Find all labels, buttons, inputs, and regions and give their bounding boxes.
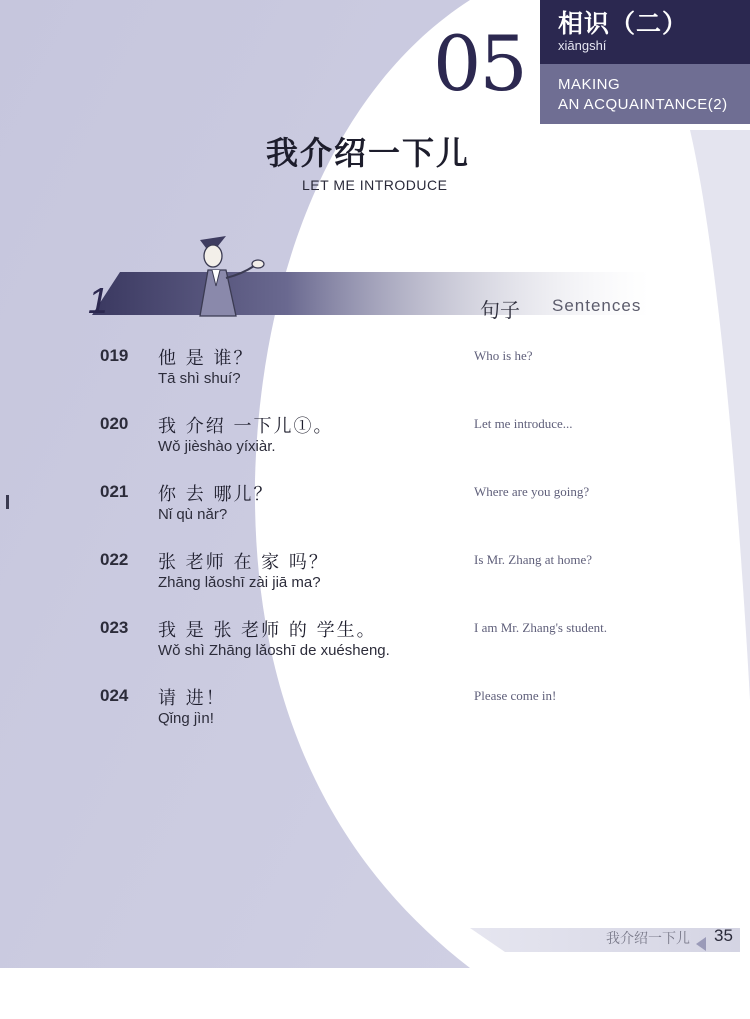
sentence-item xyxy=(0,482,750,542)
sentence-item xyxy=(0,618,750,678)
sentence-item xyxy=(0,550,750,610)
topic-tag xyxy=(540,0,750,124)
sentence-chinese: 请 进！ xyxy=(158,688,226,709)
sentence-chinese: 你 去 哪儿？ xyxy=(158,484,274,505)
footer-band xyxy=(470,928,740,952)
topic-tag-pinyin: xiāngshí xyxy=(558,38,607,53)
sentence-pinyin: Tā shì shuí? xyxy=(158,370,241,387)
sentence-item xyxy=(0,686,750,746)
running-title: 我介绍一下儿 xyxy=(606,931,690,947)
lesson-subtitle: LET ME INTRODUCE xyxy=(302,177,448,193)
section-number: 1 xyxy=(88,280,109,321)
sentence-number: 021 xyxy=(100,482,129,501)
sentence-chinese: 我 是 张 老师 的 学生。 xyxy=(158,620,377,641)
sentence-pinyin: Wǒ shì Zhāng lǎoshī de xuésheng. xyxy=(158,642,390,659)
sentence-english: Where are you going? xyxy=(474,484,590,499)
sentence-english: Who is he? xyxy=(474,348,533,363)
sentence-number: 019 xyxy=(100,346,129,365)
sentence-english: Please come in! xyxy=(474,688,557,703)
sentence-chinese: 我 介绍 一下儿①。 xyxy=(158,416,334,437)
sentence-english: Is Mr. Zhang at home? xyxy=(474,552,593,567)
topic-tag-english-line2: AN ACQUAINTANCE(2) xyxy=(558,96,728,113)
sentence-item xyxy=(0,414,750,474)
sentence-number: 020 xyxy=(100,414,129,433)
sentence-english: I am Mr. Zhang's student. xyxy=(474,620,608,635)
sentence-pinyin: Qǐng jìn! xyxy=(158,710,214,727)
sentence-number: 024 xyxy=(100,686,129,705)
lesson-number: 05 xyxy=(433,19,526,108)
section-title-chinese: 句子 xyxy=(480,298,520,322)
topic-tag-english-line1: MAKING xyxy=(558,76,621,93)
section-title-english: Sentences xyxy=(552,296,642,315)
lesson-title: 我介绍一下儿 xyxy=(266,134,471,172)
sentence-number: 023 xyxy=(100,618,129,637)
sentence-chinese: 他 是 谁？ xyxy=(158,348,254,369)
sentence-number: 022 xyxy=(100,550,129,569)
sentence-pinyin: Zhāng lǎoshī zài jiā ma? xyxy=(158,574,321,591)
topic-tag-bottom xyxy=(540,64,750,124)
sentence-english: Let me introduce... xyxy=(474,416,573,431)
topic-tag-chinese: 相识（二） xyxy=(558,9,689,38)
sentence-pinyin: Nǐ qù nǎr? xyxy=(158,506,228,523)
sentence-chinese: 张 老师 在 家 吗？ xyxy=(158,552,329,573)
sentence-item xyxy=(0,346,750,406)
page-number: 35 xyxy=(714,926,733,945)
sentence-pinyin: Wǒ jièshào yíxiàr. xyxy=(158,438,276,455)
